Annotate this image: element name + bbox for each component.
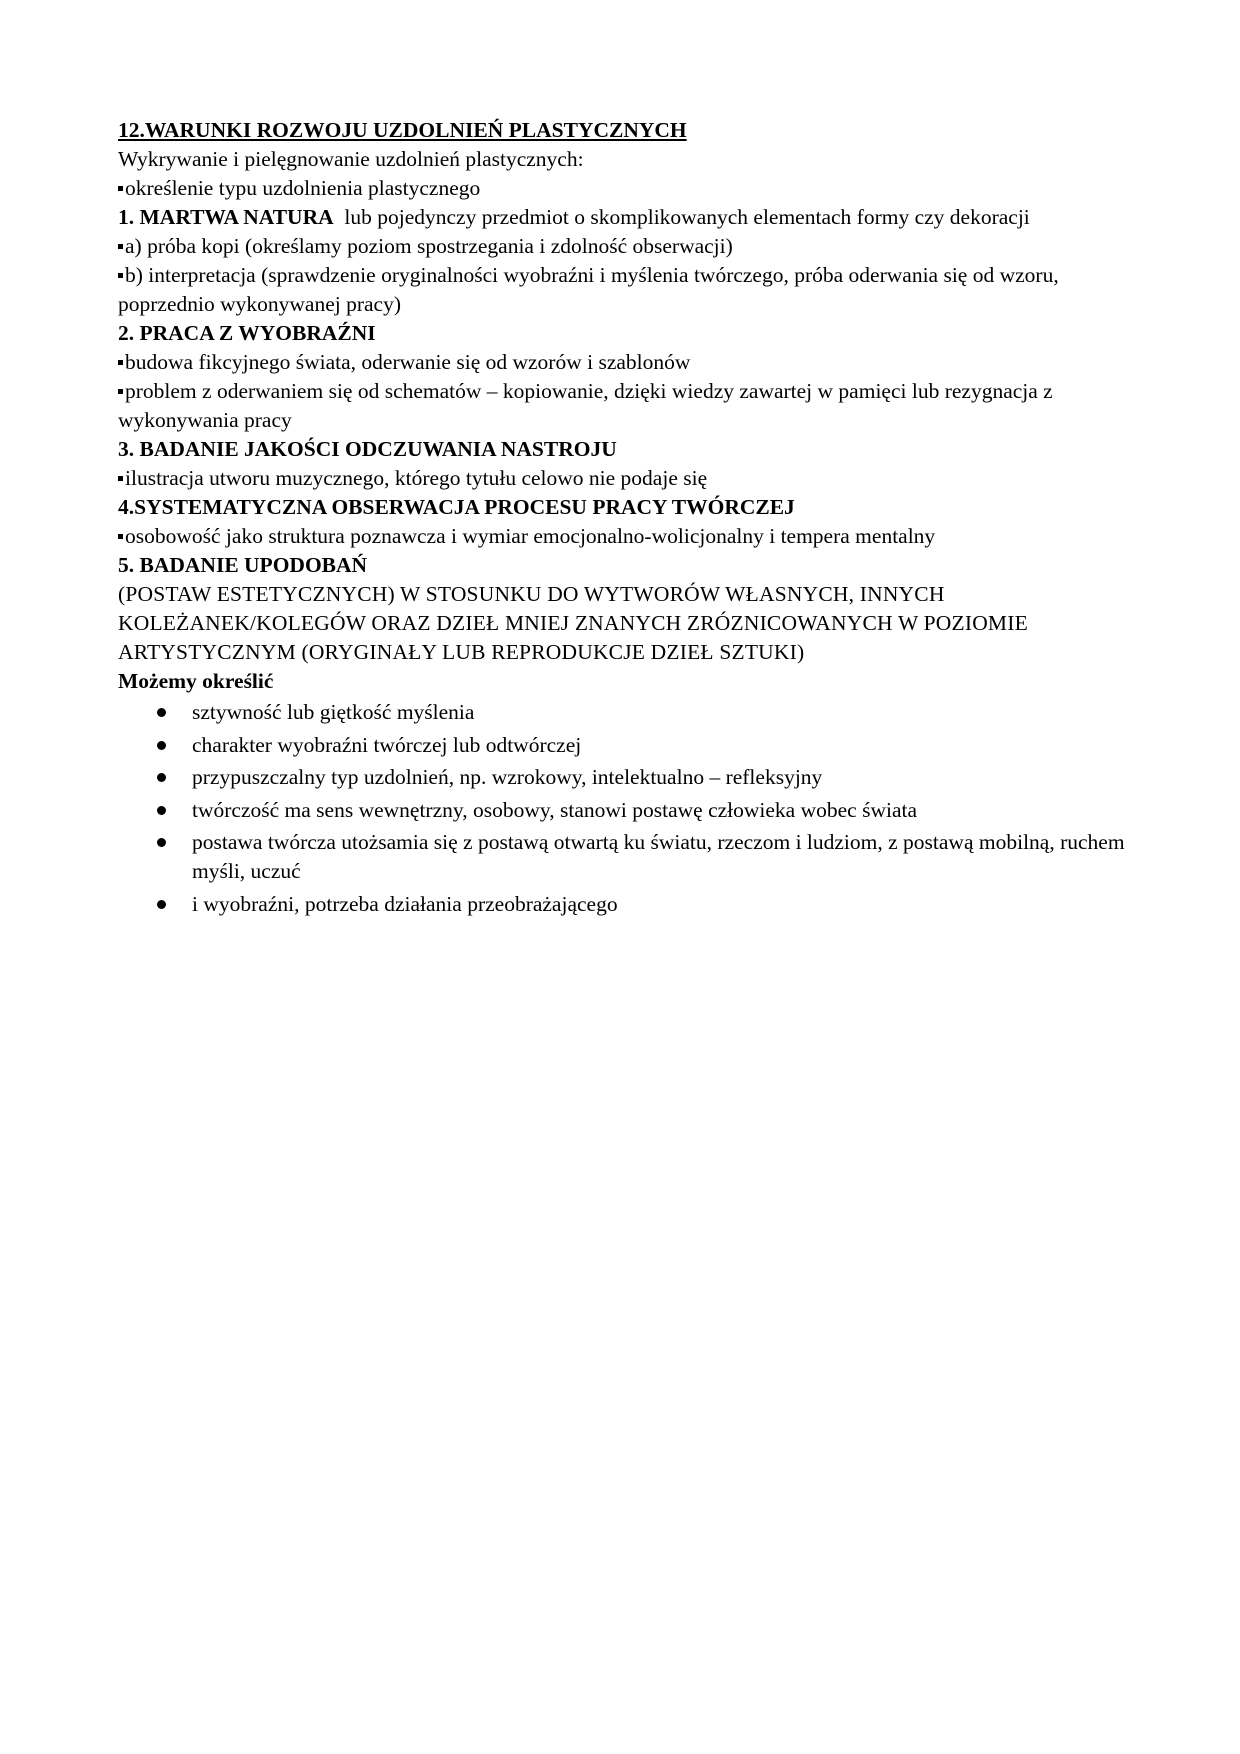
summary-bullet-list (118, 698, 1128, 919)
document-page (118, 116, 1128, 922)
section-3-item (118, 464, 1128, 493)
section-2-heading: 2. PRACA Z WYOBRAŹNI (118, 321, 376, 345)
list-item (118, 796, 1128, 825)
section-2-item (118, 348, 1128, 377)
summary-heading: Możemy określić (118, 669, 274, 693)
round-bullet-icon (157, 806, 166, 815)
list-item-text: sztywność lub giętkość myślenia (192, 700, 475, 724)
section-2-item-text: problem z oderwaniem się od schematów – kopiowanie, dzięki wiedzy zawartej w pamięci lub rezygnacja z wykonywania pracy (118, 379, 1053, 432)
list-item (118, 731, 1128, 760)
section-2-item-text: budowa fikcyjnego świata, oderwanie się od wzorów i szablonów (125, 350, 691, 374)
square-bullet-icon (118, 389, 123, 394)
section-1-heading: 1. MARTWA NATURA (118, 205, 334, 229)
round-bullet-icon (157, 838, 166, 847)
list-item-text: charakter wyobraźni twórczej lub odtwórczej (192, 732, 582, 757)
section-1 (118, 203, 1128, 232)
list-item (118, 890, 1128, 919)
square-bullet-icon (118, 186, 123, 191)
section-4-item (118, 522, 1128, 551)
list-item (118, 763, 1128, 792)
square-bullet-icon (118, 244, 123, 249)
round-bullet-icon (157, 708, 166, 717)
intro-text: Wykrywanie i pielęgnowanie uzdolnień plastycznych: (118, 147, 584, 171)
section-5-heading: 5. BADANIE UPODOBAŃ (118, 553, 368, 577)
section-4-item-text: osobowość jako struktura poznawcza i wymiar emocjonalno-wolicjonalny i tempera mentalny (125, 524, 936, 548)
section-2-item (118, 377, 1128, 435)
square-bullet-icon (118, 360, 123, 365)
list-item (118, 698, 1128, 727)
section-3-item-text: ilustracja utworu muzycznego, którego tytułu celowo nie podaje się (125, 466, 708, 490)
document-title: 12.WARUNKI ROZWOJU UZDOLNIEŃ PLASTYCZNYCH (118, 118, 687, 142)
section-1-item (118, 232, 1128, 261)
square-bullet-icon (118, 273, 123, 278)
list-item-text: i wyobraźni, potrzeba działania przeobrażającego (192, 891, 618, 916)
round-bullet-icon (157, 741, 166, 750)
section-1-item-text: b) interpretacja (sprawdzenie oryginalności wyobraźni i myślenia twórczego, próba oderwania się od wzoru, poprzednio wykonywanej pracy) (118, 263, 1059, 316)
intro-item (118, 174, 1128, 203)
section-3-heading: 3. BADANIE JAKOŚCI ODCZUWANIA NASTROJU (118, 437, 617, 461)
list-item-text: twórczość ma sens wewnętrzny, osobowy, stanowi postawę człowieka wobec świata (192, 797, 918, 822)
section-1-item (118, 261, 1128, 319)
round-bullet-icon (157, 773, 166, 782)
round-bullet-icon (157, 900, 166, 909)
list-item (118, 828, 1128, 886)
section-1-text: lub pojedynczy przedmiot o skomplikowanych elementach formy czy dekoracji (333, 205, 1030, 229)
section-4-heading: 4.SYSTEMATYCZNA OBSERWACJA PROCESU PRACY TWÓRCZEJ (118, 495, 795, 519)
list-item-text: postawa twórcza utożsamia się z postawą otwartą ku światu, rzeczom i ludziom, z postawą mobilną, ruchem myśli, uczuć (192, 830, 1125, 883)
section-5-text: (POSTAW ESTETYCZNYCH) W STOSUNKU DO WYTWORÓW WŁASNYCH, INNYCH KOLEŻANEK/KOLEGÓW ORAZ DZIEŁ MNIEJ ZNANYCH ZRÓZNICOWANYCH W POZIOMIE ARTYSTYCZNYM (ORYGINAŁY LUB REPRODUKCJE DZIEŁ SZTUKI) (118, 582, 1028, 664)
list-item-text: przypuszczalny typ uzdolnień, np. wzrokowy, intelektualno – refleksyjny (192, 765, 823, 789)
square-bullet-icon (118, 534, 123, 539)
section-1-item-text: a) próba kopi (określamy poziom spostrzegania i zdolność obserwacji) (125, 234, 733, 258)
intro-item-text: określenie typu uzdolnienia plastycznego (125, 176, 481, 200)
square-bullet-icon (118, 476, 123, 481)
